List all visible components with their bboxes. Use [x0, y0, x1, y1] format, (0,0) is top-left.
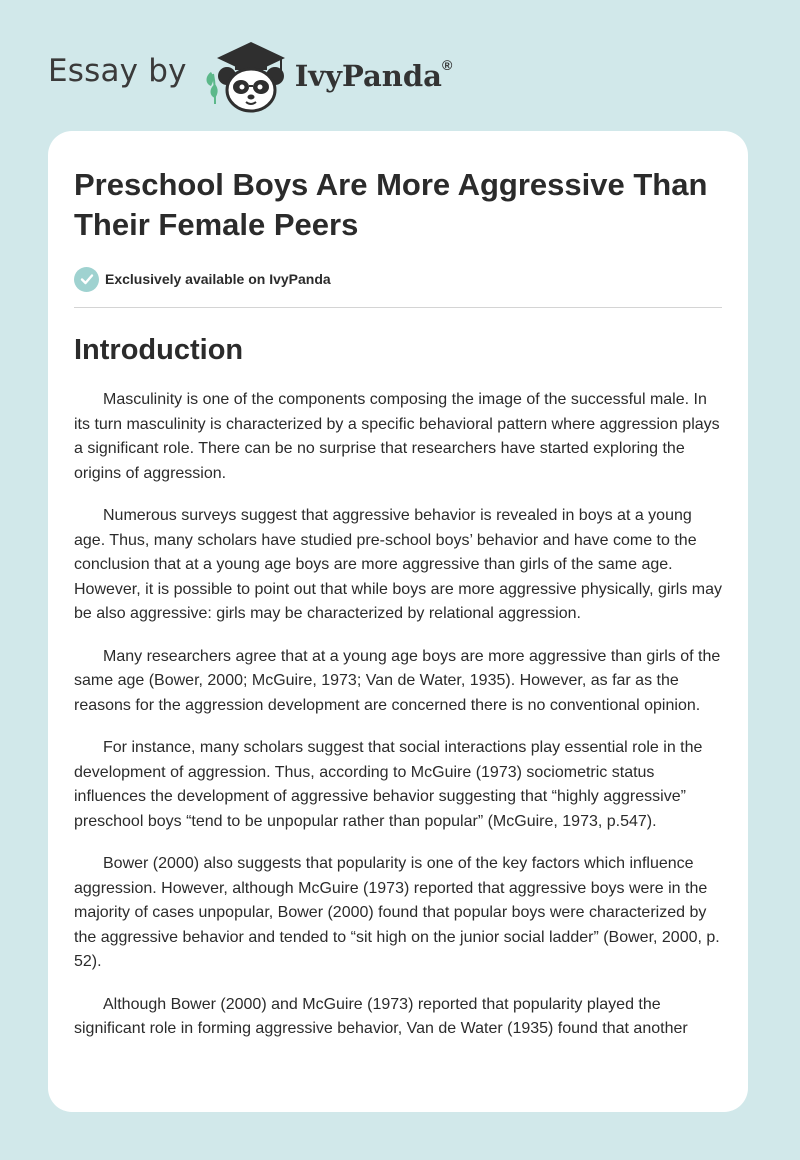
brand-name[interactable]: IvyPanda®	[294, 57, 453, 93]
essay-title: Preschool Boys Are More Aggressive Than Their Female Peers	[74, 167, 708, 242]
paragraph: Masculinity is one of the components composing the image of the successful male. In its turn masculinity is characterized by a specific behavioral pattern where aggression plays a significant role. There can be no surprise that researchers have started exploring the origins of aggression.	[74, 391, 720, 482]
section-heading: Introduction	[74, 334, 244, 366]
paragraph: Numerous surveys suggest that aggressive behavior is revealed in boys at a young age. Thus, many scholars have studied pre-school boys’ behavior and have come to the conclusion that at a young age boys are more aggressive than girls of the same age. However, it is possible to point out that while boys are more aggressive physically, girls may be also aggressive: girls may be characterized by relational aggression.	[74, 507, 722, 622]
exclusive-label: Exclusively available on IvyPanda	[105, 271, 331, 287]
ivy-leaf-icon	[206, 72, 217, 104]
essay-by-label: Essay by	[48, 53, 187, 89]
exclusive-badge	[74, 265, 722, 293]
site-header	[48, 34, 452, 114]
checkmark-icon	[74, 267, 99, 292]
essay-card	[48, 131, 748, 1112]
panda-graduate-icon[interactable]	[201, 34, 291, 114]
paragraph: For instance, many scholars suggest that social interactions play essential role in the development of aggression. Thus, according to McGuire (1973) sociometric status influences the development of aggressive behavior suggesting that “highly aggressive” preschool boys “tend to be unpopular rather than popular” (McGuire, 1973, p.547).	[74, 739, 703, 830]
paragraph: Although Bower (2000) and McGuire (1973) reported that popularity played the significant role in forming aggressive behavior, Van de Water (1935) found that another	[74, 995, 688, 1037]
divider	[74, 307, 722, 308]
essay-body	[74, 388, 722, 1042]
paragraph: Many researchers agree that at a young age boys are more aggressive than girls of the same age (Bower, 2000; McGuire, 1973; Van de Water, 1935). However, as far as the reasons for the aggression development are concerned there is no conventional opinion.	[74, 647, 721, 714]
paragraph: Bower (2000) also suggests that popularity is one of the key factors which influence aggression. However, although McGuire (1973) reported that aggressive boys were in the majority of cases unpopular, Bower (2000) found that popular boys were characterized by the aggressive behavior and tended to “sit high on the junior social ladder” (Bower, 2000, p. 52).	[74, 855, 720, 970]
registered-mark: ®	[441, 57, 453, 73]
